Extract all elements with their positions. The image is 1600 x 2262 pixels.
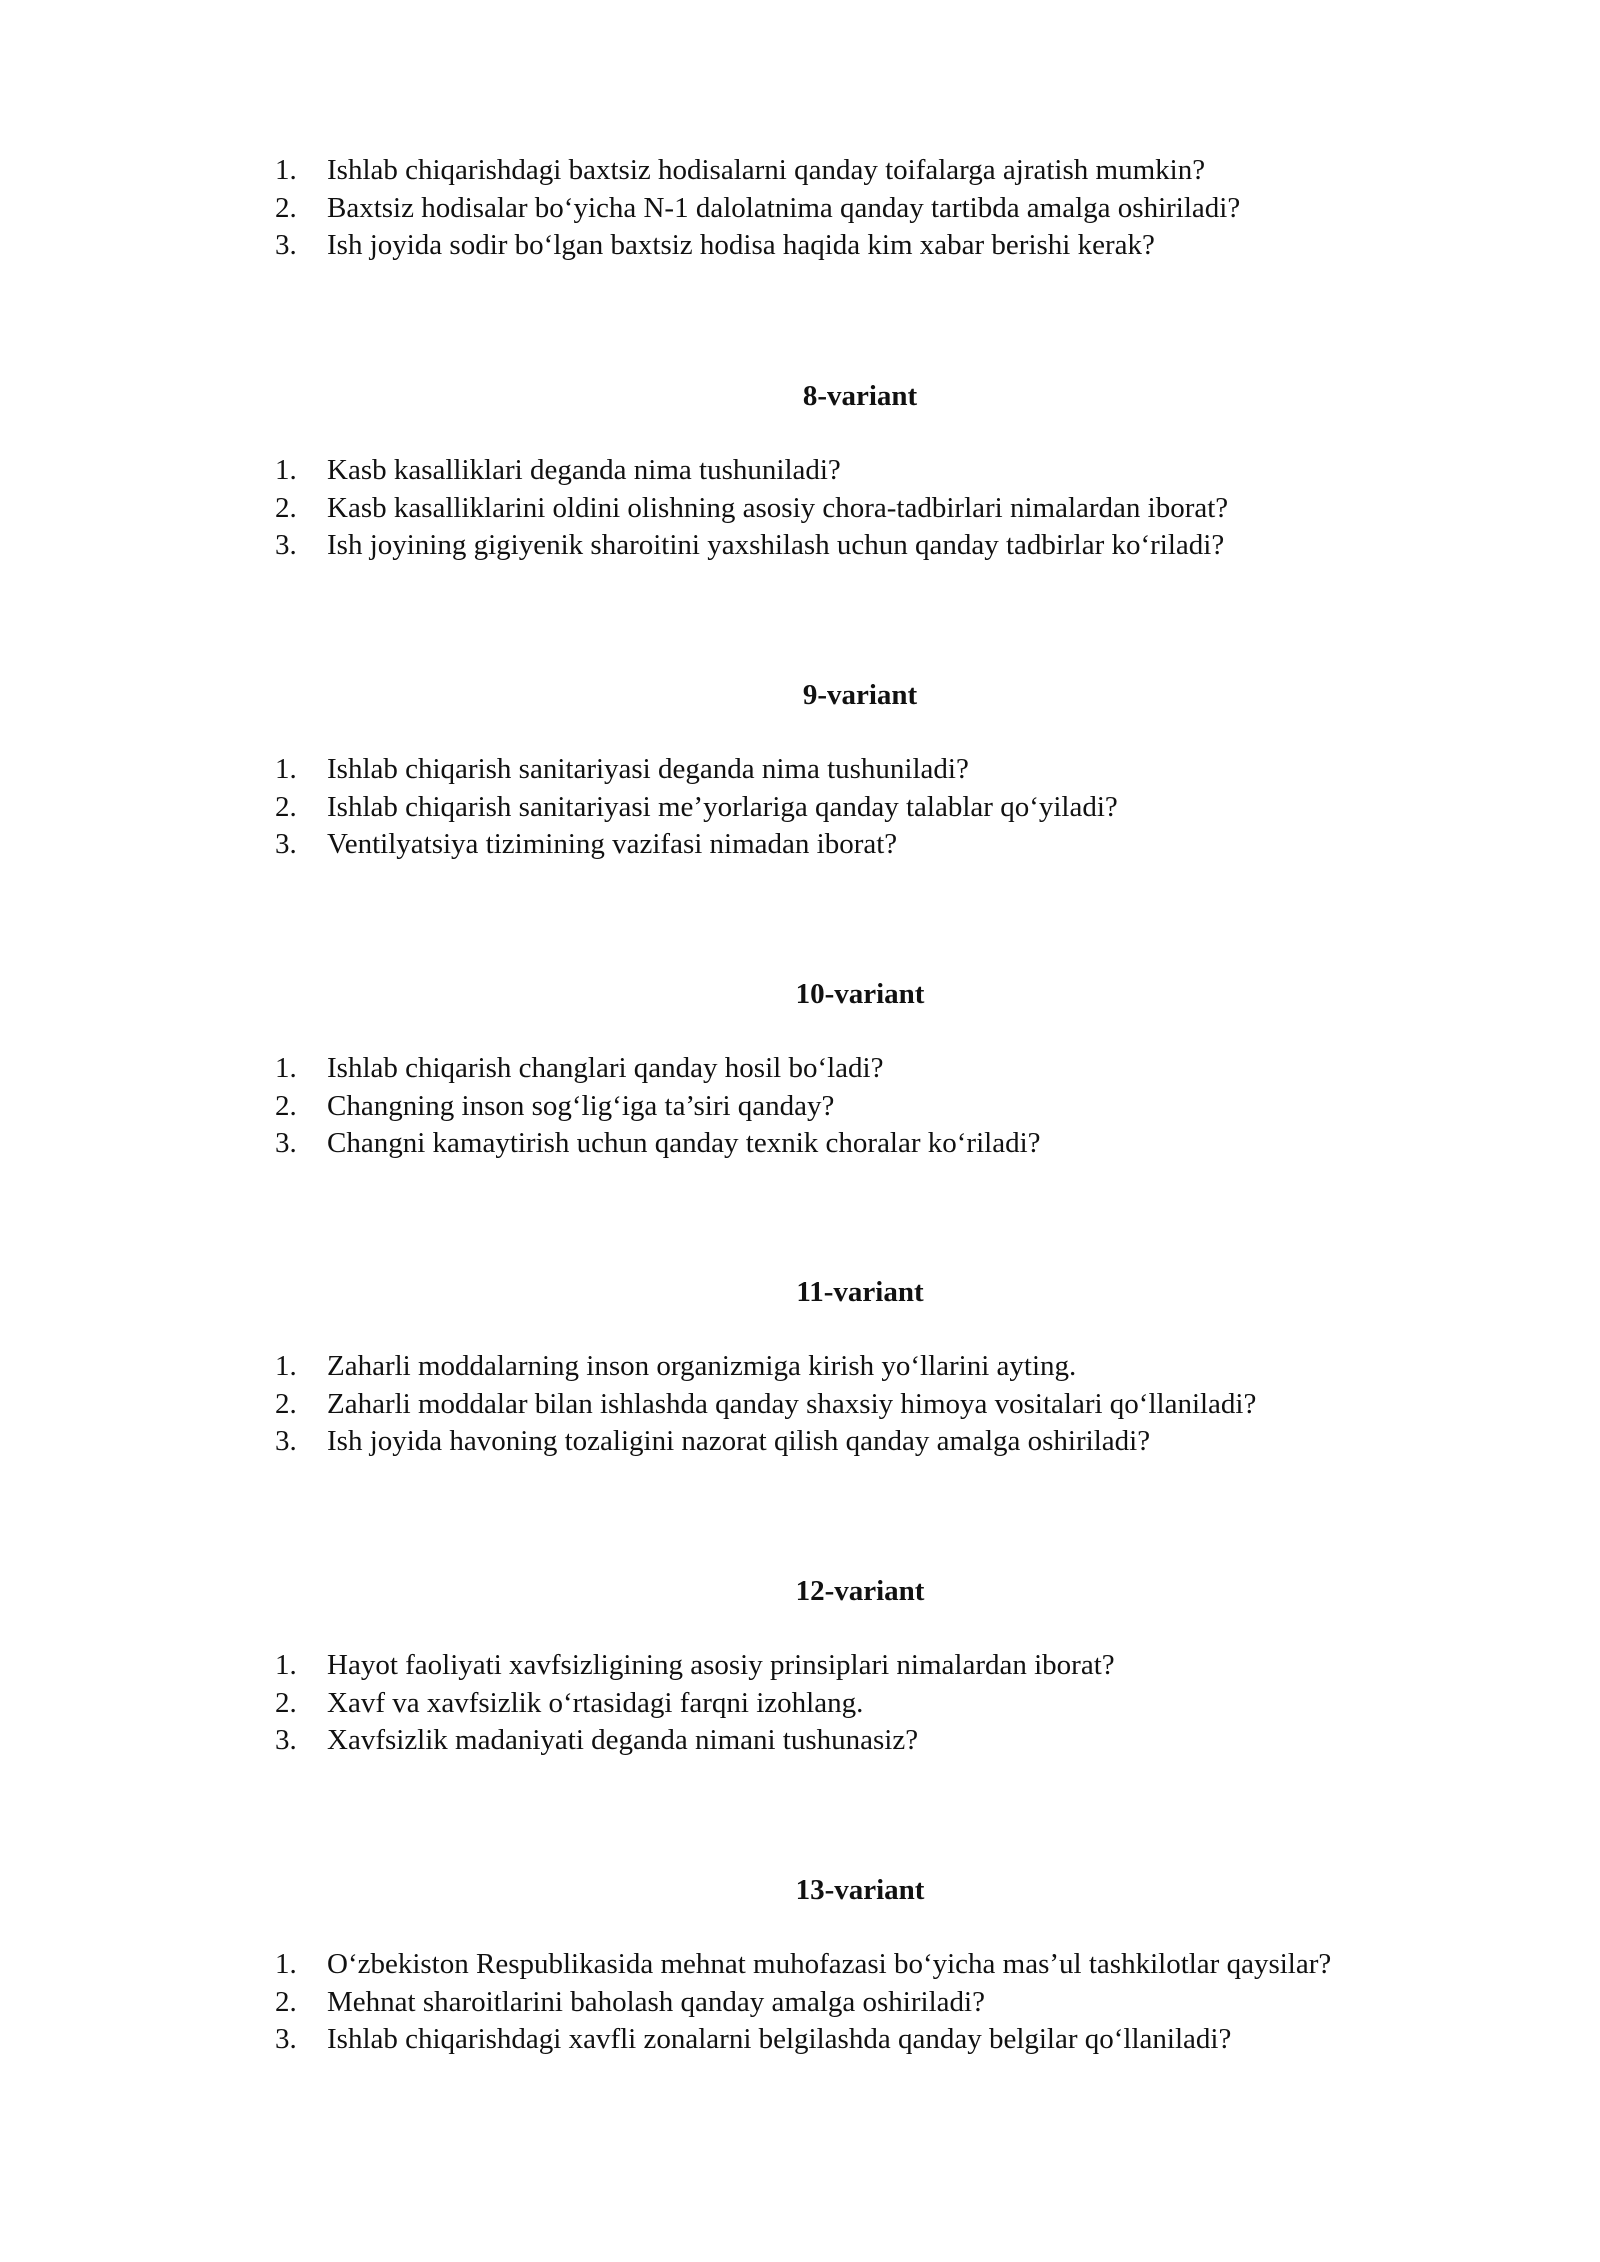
question-number: 3. (275, 1127, 297, 1159)
question-item (275, 789, 1118, 827)
variant-heading: 8-variant (802, 380, 918, 412)
question-number: 2. (275, 790, 297, 823)
question-number: 2. (275, 1985, 297, 2018)
question-text: Ish joyida sodir bo‘lgan baxtsiz hodisa haqida kim xabar berishi kerak? (327, 229, 1155, 261)
question-number: 3. (275, 1425, 297, 1457)
question-list (275, 751, 1118, 864)
question-text: Hayot faoliyati xavfsizligining asosiy prinsiplari nimalardan iborat? (327, 1649, 1115, 1681)
question-number: 1. (275, 154, 297, 186)
question-number: 1. (275, 1649, 297, 1681)
question-number: 3. (275, 1724, 297, 1756)
question-number: 1. (275, 753, 297, 785)
variant-heading: 9-variant (802, 679, 918, 711)
question-text: Ishlab chiqarish sanitariyasi me’yorlariga qanday talablar qo‘yiladi? (327, 790, 1118, 823)
question-list (275, 1647, 1115, 1760)
question-number: 1. (275, 1948, 297, 1980)
question-text: Ishlab chiqarishdagi xavfli zonalarni belgilashda qanday belgilar qo‘llaniladi? (327, 2023, 1232, 2055)
question-number: 2. (275, 191, 297, 224)
question-item (275, 1050, 1041, 1088)
question-list (275, 1050, 1041, 1163)
question-text: Kasb kasalliklari deganda nima tushuniladi? (327, 454, 841, 486)
question-item (275, 1386, 1256, 1424)
question-text: Ish joyida havoning tozaligini nazorat qilish qanday amalga oshiriladi? (327, 1425, 1151, 1457)
question-text: Baxtsiz hodisalar bo‘yicha N-1 dalolatnima qanday tartibda amalga oshiriladi? (327, 191, 1241, 224)
question-number: 3. (275, 2023, 297, 2055)
question-list (275, 152, 1240, 265)
question-item (275, 527, 1228, 565)
question-item (275, 1125, 1041, 1163)
question-item (275, 826, 1118, 864)
question-number: 2. (275, 1387, 297, 1420)
question-item (275, 227, 1240, 265)
question-item (275, 1984, 1331, 2022)
question-number: 3. (275, 529, 297, 561)
question-list (275, 452, 1228, 565)
question-text: Changning inson sog‘lig‘iga ta’siri qanday? (327, 1089, 835, 1122)
question-text: Ishlab chiqarishdagi baxtsiz hodisalarni qanday toifalarga ajratish mumkin? (327, 154, 1206, 186)
question-item (275, 751, 1118, 789)
question-item (275, 1423, 1256, 1461)
question-item (275, 1088, 1041, 1126)
question-number: 2. (275, 1089, 297, 1122)
question-number: 1. (275, 1350, 297, 1382)
question-text: Zaharli moddalar bilan ishlashda qanday shaxsiy himoya vositalari qo‘llaniladi? (327, 1387, 1257, 1420)
question-text: Ishlab chiqarish sanitariyasi deganda nima tushuniladi? (327, 753, 969, 785)
question-item (275, 490, 1228, 528)
question-text: Xavfsizlik madaniyati deganda nimani tushunasiz? (327, 1724, 919, 1756)
question-text: O‘zbekiston Respublikasida mehnat muhofazasi bo‘yicha mas’ul tashkilotlar qaysilar? (327, 1948, 1332, 1980)
variant-heading: 13-variant (795, 1874, 925, 1906)
question-item (275, 152, 1240, 190)
question-text: Ish joyining gigiyenik sharoitini yaxshilash uchun qanday tadbirlar ko‘riladi? (327, 529, 1225, 561)
question-text: Mehnat sharoitlarini baholash qanday amalga oshiriladi? (327, 1985, 985, 2018)
question-text: Changni kamaytirish uchun qanday texnik choralar ko‘riladi? (327, 1127, 1041, 1159)
question-item (275, 1685, 1115, 1723)
question-item (275, 1722, 1115, 1760)
question-list (275, 1946, 1331, 2059)
variant-heading: 12-variant (795, 1575, 925, 1607)
variant-heading: 11-variant (796, 1276, 924, 1308)
question-item (275, 452, 1228, 490)
question-number: 3. (275, 229, 297, 261)
question-item (275, 1946, 1331, 1984)
question-text: Zaharli moddalarning inson organizmiga kirish yo‘llarini ayting. (327, 1350, 1077, 1382)
question-text: Ishlab chiqarish changlari qanday hosil bo‘ladi? (327, 1052, 884, 1084)
question-item (275, 1348, 1256, 1386)
question-item (275, 190, 1240, 228)
question-number: 2. (275, 1686, 297, 1719)
question-number: 3. (275, 828, 297, 860)
question-text: Kasb kasalliklarini oldini olishning asosiy chora-tadbirlari nimalardan iborat? (327, 491, 1229, 524)
question-number: 2. (275, 491, 297, 524)
question-text: Ventilyatsiya tizimining vazifasi nimadan iborat? (327, 828, 898, 860)
question-item (275, 2021, 1331, 2059)
question-text: Xavf va xavfsizlik o‘rtasidagi farqni izohlang. (327, 1686, 864, 1719)
variant-heading: 10-variant (795, 978, 925, 1010)
question-number: 1. (275, 1052, 297, 1084)
question-item (275, 1647, 1115, 1685)
question-list (275, 1348, 1256, 1461)
question-number: 1. (275, 454, 297, 486)
